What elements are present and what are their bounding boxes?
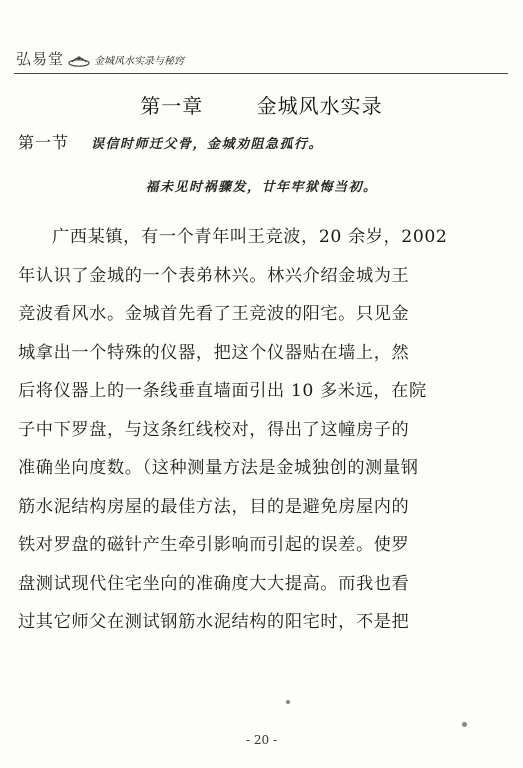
header-subtitle: 金城风水实录与秘窍 [94,56,185,67]
section-title-line2: 福未见时祸骤发，廿年牢狱悔当初。 [145,180,378,195]
body-line: 盘测试现代住宅坐向的准确度大大提高。而我也看 [18,573,410,594]
body-line: 筋水泥结构房屋的最佳方法，目的是避免房屋内的 [18,496,410,517]
body-line: 子中下罗盘，与这条红线校对，得出了这幢房子的 [18,419,410,440]
body-line: 后将仪器上的一条线垂直墙面引出 10 多米远，在院 [18,381,427,401]
body-line: 准确坐向度数。（这种测量方法是金城独创的测量钢 [18,458,419,478]
chapter-heading [0,90,523,119]
section-title-line1: 误信时师迁父骨，金城劝阻急孤行。 [91,137,324,152]
body-line: 年认识了金城的一个表弟林兴。林兴介绍金城为王 [18,265,410,286]
body-line: 城拿出一个特殊的仪器，把这个仪器贴在墙上，然 [18,342,410,363]
section-label: 第一节 [18,133,70,152]
scan-speck [462,722,467,727]
chapter-number: 第一章 [140,94,204,118]
header-brand: 弘易堂 [16,50,65,68]
chapter-title: 金城风水实录 [256,94,383,118]
scan-speck [286,700,290,704]
body-line: 过其它师父在测试钢筋水泥结构的阳宅时，不是把 [18,612,410,632]
brand-logo-icon [68,53,90,67]
running-header [16,48,184,69]
body-text [18,218,508,642]
section-heading [18,130,323,153]
page-number: - 20 - [245,733,277,747]
body-line: 铁对罗盘的磁针产生牵引影响而引起的误差。使罗 [18,535,410,555]
body-line: 竞波看风水。金城首先看了王竞波的阳宅。只见金 [18,304,410,324]
body-line: 广西某镇，有一个青年叫王竞波，20 余岁，2002 [52,227,448,247]
header-rule [14,73,508,74]
